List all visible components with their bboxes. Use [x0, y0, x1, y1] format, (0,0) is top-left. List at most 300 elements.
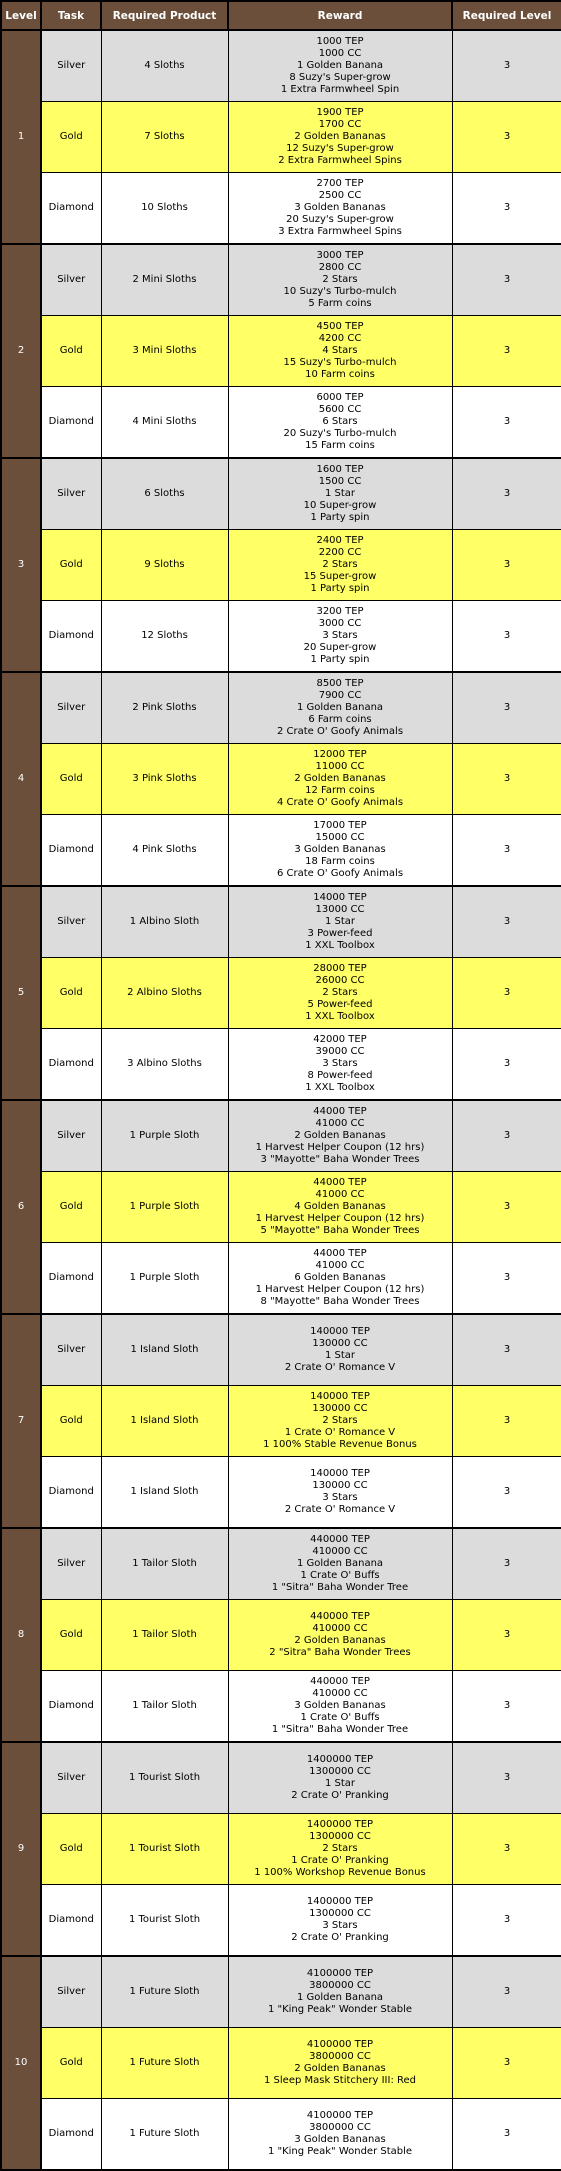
reward-cell	[228, 672, 452, 744]
required-level-cell: 3	[452, 244, 561, 316]
required-level-cell: 3	[452, 30, 561, 102]
reward-line: 3000 CC	[318, 618, 362, 629]
task-cell: Diamond	[41, 601, 101, 673]
task-cell: Silver	[41, 1742, 101, 1814]
reward-line: 1 XXL Toolbox	[305, 1011, 375, 1022]
required-product-cell: 1 Tourist Sloth	[101, 1742, 228, 1814]
reward-line: 4100000 TEP	[306, 1968, 374, 1979]
reward-line: 42000 TEP	[313, 1034, 367, 1045]
reward-cell	[228, 1457, 452, 1529]
required-level-cell: 3	[452, 1314, 561, 1386]
reward-line: 3800000 CC	[309, 2122, 371, 2133]
reward-line: 1 Crate O' Buffs	[300, 1570, 380, 1581]
reward-line: 4100000 TEP	[306, 2039, 374, 2050]
reward-line: 140000 TEP	[310, 1468, 370, 1479]
required-level-cell: 3	[452, 1600, 561, 1671]
required-level-cell: 3	[452, 672, 561, 744]
required-product-cell: 6 Sloths	[101, 458, 228, 530]
required-level-cell: 3	[452, 1457, 561, 1529]
required-level-cell: 3	[452, 1100, 561, 1172]
table-row	[1, 815, 561, 887]
reward-line: 12000 TEP	[313, 749, 367, 760]
level-cell: 7	[1, 1314, 41, 1528]
reward-line: 10 Suzy's Turbo-mulch	[283, 286, 397, 297]
reward-cell	[228, 1885, 452, 1957]
header-level: Level	[1, 1, 41, 30]
required-level-cell: 3	[452, 1029, 561, 1101]
reward-line: 3 Golden Bananas	[294, 202, 386, 213]
required-product-cell: 9 Sloths	[101, 530, 228, 601]
reward-line: 3 Stars	[322, 1058, 358, 1069]
reward-line: 8 Power-feed	[307, 1070, 373, 1081]
required-level-cell: 3	[452, 886, 561, 958]
reward-line: 2 Extra Farmwheel Spins	[278, 155, 402, 166]
level-cell: 9	[1, 1742, 41, 1956]
required-level-cell: 3	[452, 1671, 561, 1743]
required-product-cell: 4 Pink Sloths	[101, 815, 228, 887]
reward-line: 2 Crate O' Romance V	[284, 1504, 396, 1515]
reward-line: 1 Party spin	[310, 512, 370, 523]
required-product-cell: 1 Island Sloth	[101, 1386, 228, 1457]
reward-cell	[228, 601, 452, 673]
reward-line: 3 Golden Bananas	[294, 844, 386, 855]
reward-line: 1300000 CC	[309, 1766, 371, 1777]
task-cell: Diamond	[41, 1671, 101, 1743]
table-row	[1, 886, 561, 958]
reward-line: 3 Golden Bananas	[294, 2134, 386, 2145]
reward-cell	[228, 1386, 452, 1457]
task-cell: Silver	[41, 244, 101, 316]
reward-line: 1 Star	[324, 1778, 356, 1789]
reward-line: 1 Crate O' Romance V	[284, 1427, 396, 1438]
required-product-cell: 1 Purple Sloth	[101, 1172, 228, 1243]
level-cell: 2	[1, 244, 41, 458]
reward-line: 1 XXL Toolbox	[305, 1082, 375, 1093]
required-level-cell: 3	[452, 1528, 561, 1600]
reward-line: 2 Stars	[322, 274, 358, 285]
reward-line: 1500 CC	[318, 476, 362, 487]
required-level-cell: 3	[452, 1885, 561, 1957]
reward-line: 44000 TEP	[313, 1177, 367, 1188]
reward-line: 6 Crate O' Goofy Animals	[276, 868, 404, 879]
task-cell: Silver	[41, 1956, 101, 2028]
reward-line: 4200 CC	[318, 333, 362, 344]
reward-line: 1 100% Workshop Revenue Bonus	[254, 1867, 426, 1878]
table-row	[1, 316, 561, 387]
reward-line: 7900 CC	[318, 690, 362, 701]
required-product-cell: 2 Albino Sloths	[101, 958, 228, 1029]
task-cell: Silver	[41, 30, 101, 102]
reward-line: 2 Crate O' Pranking	[291, 1790, 389, 1801]
required-product-cell: 3 Pink Sloths	[101, 744, 228, 815]
reward-line: 1 Crate O' Buffs	[300, 1712, 380, 1723]
reward-line: 410000 CC	[312, 1546, 368, 1557]
required-product-cell: 1 Island Sloth	[101, 1314, 228, 1386]
required-product-cell: 1 Albino Sloth	[101, 886, 228, 958]
task-cell: Diamond	[41, 1457, 101, 1529]
reward-line: 41000 CC	[315, 1189, 365, 1200]
level-cell: 6	[1, 1100, 41, 1314]
reward-line: 3 Extra Farmwheel Spins	[278, 226, 402, 237]
reward-line: 2 Golden Bananas	[294, 773, 386, 784]
reward-line: 2700 TEP	[316, 178, 364, 189]
reward-line: 1 Golden Banana	[296, 1992, 384, 2003]
reward-cell	[228, 458, 452, 530]
reward-line: 8 Suzy's Super-grow	[289, 72, 391, 83]
required-level-cell: 3	[452, 316, 561, 387]
table-row	[1, 2099, 561, 2171]
required-product-cell: 1 Tailor Sloth	[101, 1671, 228, 1743]
table-row	[1, 1314, 561, 1386]
reward-cell	[228, 1172, 452, 1243]
task-cell: Diamond	[41, 815, 101, 887]
reward-line: 1400000 TEP	[306, 1819, 374, 1830]
reward-cell	[228, 173, 452, 245]
reward-line: 1 Crate O' Pranking	[291, 1855, 389, 1866]
required-level-cell: 3	[452, 2099, 561, 2171]
required-product-cell: 3 Albino Sloths	[101, 1029, 228, 1101]
table-row	[1, 387, 561, 459]
reward-line: 4500 TEP	[316, 321, 364, 332]
reward-line: 2500 CC	[318, 190, 362, 201]
task-cell: Silver	[41, 1100, 101, 1172]
reward-line: 17000 TEP	[313, 820, 367, 831]
reward-line: 130000 CC	[312, 1338, 368, 1349]
reward-line: 3000 TEP	[316, 250, 364, 261]
reward-line: 440000 TEP	[310, 1611, 370, 1622]
level-cell: 4	[1, 672, 41, 886]
required-product-cell: 10 Sloths	[101, 173, 228, 245]
reward-line: 1 Party spin	[310, 583, 370, 594]
header-task: Task	[41, 1, 101, 30]
reward-line: 8 "Mayotte" Baha Wonder Trees	[260, 1296, 420, 1307]
reward-line: 1700 CC	[318, 119, 362, 130]
table-row	[1, 958, 561, 1029]
reward-line: 1 100% Stable Revenue Bonus	[263, 1439, 417, 1450]
table-row	[1, 744, 561, 815]
reward-line: 5 Farm coins	[308, 298, 372, 309]
required-level-cell: 3	[452, 601, 561, 673]
required-product-cell: 1 Tailor Sloth	[101, 1528, 228, 1600]
required-level-cell: 3	[452, 530, 561, 601]
reward-line: 3 Golden Bananas	[294, 1700, 386, 1711]
reward-line: 1900 TEP	[316, 107, 364, 118]
task-cell: Diamond	[41, 1029, 101, 1101]
reward-line: 1300000 CC	[309, 1831, 371, 1842]
table-row	[1, 601, 561, 673]
reward-line: 130000 CC	[312, 1480, 368, 1491]
task-cell: Diamond	[41, 1243, 101, 1315]
required-product-cell: 1 Purple Sloth	[101, 1100, 228, 1172]
reward-line: 18 Farm coins	[305, 856, 375, 867]
reward-line: 4 Golden Bananas	[294, 1201, 386, 1212]
task-cell: Silver	[41, 672, 101, 744]
required-level-cell: 3	[452, 1956, 561, 2028]
reward-line: 2 "Sitra" Baha Wonder Trees	[269, 1647, 411, 1658]
reward-line: 44000 TEP	[313, 1248, 367, 1259]
reward-line: 1400000 TEP	[306, 1896, 374, 1907]
level-cell: 10	[1, 1956, 41, 2170]
reward-line: 2 Stars	[322, 987, 358, 998]
reward-line: 2 Golden Bananas	[294, 131, 386, 142]
reward-cell	[228, 815, 452, 887]
task-cell: Gold	[41, 316, 101, 387]
reward-line: 13000 CC	[315, 904, 365, 915]
reward-cell	[228, 1956, 452, 2028]
required-level-cell: 3	[452, 458, 561, 530]
reward-line: 3200 TEP	[316, 606, 364, 617]
required-level-cell: 3	[452, 1814, 561, 1885]
required-product-cell: 7 Sloths	[101, 102, 228, 173]
task-cell: Gold	[41, 958, 101, 1029]
reward-line: 1 "King Peak" Wonder Stable	[267, 2004, 413, 2015]
required-level-cell: 3	[452, 1386, 561, 1457]
task-cell: Gold	[41, 1386, 101, 1457]
reward-line: 140000 TEP	[310, 1391, 370, 1402]
required-level-cell: 3	[452, 2028, 561, 2099]
table-row	[1, 1956, 561, 2028]
required-product-cell: 3 Mini Sloths	[101, 316, 228, 387]
reward-line: 2 Golden Bananas	[294, 1130, 386, 1141]
required-product-cell: 1 Tailor Sloth	[101, 1600, 228, 1671]
required-product-cell: 1 Future Sloth	[101, 1956, 228, 2028]
reward-line: 410000 CC	[312, 1688, 368, 1699]
reward-line: 3800000 CC	[309, 1980, 371, 1991]
reward-line: 3 Stars	[322, 630, 358, 641]
table-row	[1, 1457, 561, 1529]
reward-cell	[228, 387, 452, 459]
table-row	[1, 1029, 561, 1101]
reward-line: 1 "Sitra" Baha Wonder Tree	[271, 1582, 409, 1593]
reward-line: 1 Golden Banana	[296, 1558, 384, 1569]
reward-line: 440000 TEP	[310, 1676, 370, 1687]
reward-line: 2 Stars	[322, 1843, 358, 1854]
reward-line: 2400 TEP	[316, 535, 364, 546]
table-row	[1, 530, 561, 601]
table-row	[1, 1100, 561, 1172]
reward-line: 4 Crate O' Goofy Animals	[276, 797, 404, 808]
required-product-cell: 1 Future Sloth	[101, 2028, 228, 2099]
task-cell: Gold	[41, 102, 101, 173]
reward-line: 11000 CC	[315, 761, 365, 772]
required-product-cell: 2 Mini Sloths	[101, 244, 228, 316]
reward-line: 2 Golden Bananas	[294, 1635, 386, 1646]
reward-line: 15 Farm coins	[305, 440, 375, 451]
required-level-cell: 3	[452, 102, 561, 173]
table-row	[1, 1742, 561, 1814]
table-row	[1, 458, 561, 530]
required-level-cell: 3	[452, 1742, 561, 1814]
reward-line: 3 Stars	[322, 1492, 358, 1503]
reward-cell	[228, 1100, 452, 1172]
reward-line: 1 Golden Banana	[296, 702, 384, 713]
header-required-level: Required Level	[452, 1, 561, 30]
reward-line: 1 Star	[324, 916, 356, 927]
reward-cell	[228, 1029, 452, 1101]
reward-line: 3 "Mayotte" Baha Wonder Trees	[260, 1154, 420, 1165]
reward-line: 1 Harvest Helper Coupon (12 hrs)	[255, 1284, 425, 1295]
reward-line: 6000 TEP	[316, 392, 364, 403]
table-row	[1, 1172, 561, 1243]
table-row	[1, 1528, 561, 1600]
table-row	[1, 102, 561, 173]
required-level-cell: 3	[452, 1243, 561, 1315]
task-cell: Gold	[41, 1172, 101, 1243]
reward-line: 1300000 CC	[309, 1908, 371, 1919]
reward-line: 4100000 TEP	[306, 2110, 374, 2121]
required-product-cell: 12 Sloths	[101, 601, 228, 673]
reward-cell	[228, 2028, 452, 2099]
task-cell: Gold	[41, 744, 101, 815]
reward-line: 1600 TEP	[316, 464, 364, 475]
task-cell: Gold	[41, 530, 101, 601]
reward-cell	[228, 958, 452, 1029]
reward-line: 10 Super-grow	[303, 500, 377, 511]
task-cell: Diamond	[41, 173, 101, 245]
table-row	[1, 672, 561, 744]
table-row	[1, 1885, 561, 1957]
required-product-cell: 1 Tourist Sloth	[101, 1814, 228, 1885]
task-cell: Diamond	[41, 387, 101, 459]
reward-cell	[228, 744, 452, 815]
reward-line: 1 Harvest Helper Coupon (12 hrs)	[255, 1213, 425, 1224]
reward-line: 2 Golden Bananas	[294, 2063, 386, 2074]
task-cell: Gold	[41, 1600, 101, 1671]
reward-cell	[228, 530, 452, 601]
reward-line: 5 "Mayotte" Baha Wonder Trees	[260, 1225, 420, 1236]
reward-line: 41000 CC	[315, 1118, 365, 1129]
reward-cell	[228, 1814, 452, 1885]
reward-line: 1400000 TEP	[306, 1754, 374, 1765]
reward-line: 1 Sleep Mask Stitchery III: Red	[264, 2075, 416, 2086]
required-product-cell: 4 Sloths	[101, 30, 228, 102]
reward-line: 10 Farm coins	[305, 369, 375, 380]
reward-line: 44000 TEP	[313, 1106, 367, 1117]
required-product-cell: 1 Island Sloth	[101, 1457, 228, 1529]
reward-line: 15 Suzy's Turbo-mulch	[283, 357, 397, 368]
reward-line: 1 "King Peak" Wonder Stable	[267, 2146, 413, 2157]
reward-line: 4 Stars	[322, 345, 358, 356]
reward-cell	[228, 886, 452, 958]
reward-line: 8500 TEP	[316, 678, 364, 689]
reward-line: 1000 CC	[318, 48, 362, 59]
reward-line: 410000 CC	[312, 1623, 368, 1634]
required-level-cell: 3	[452, 744, 561, 815]
required-product-cell: 1 Future Sloth	[101, 2099, 228, 2171]
task-cell: Silver	[41, 1314, 101, 1386]
task-cell: Silver	[41, 886, 101, 958]
level-cell: 3	[1, 458, 41, 672]
reward-line: 2 Stars	[322, 1415, 358, 1426]
reward-line: 6 Golden Bananas	[294, 1272, 386, 1283]
reward-line: 3 Power-feed	[307, 928, 373, 939]
reward-line: 14000 TEP	[313, 892, 367, 903]
reward-line: 1 Star	[324, 488, 356, 499]
reward-line: 1 Harvest Helper Coupon (12 hrs)	[255, 1142, 425, 1153]
table-row	[1, 30, 561, 102]
reward-line: 1 Party spin	[310, 654, 370, 665]
reward-line: 26000 CC	[315, 975, 365, 986]
reward-line: 1 Extra Farmwheel Spin	[280, 84, 400, 95]
required-level-cell: 3	[452, 1172, 561, 1243]
reward-line: 15000 CC	[315, 832, 365, 843]
reward-line: 28000 TEP	[313, 963, 367, 974]
reward-line: 2800 CC	[318, 262, 362, 273]
required-product-cell: 4 Mini Sloths	[101, 387, 228, 459]
reward-line: 2 Crate O' Romance V	[284, 1362, 396, 1373]
reward-line: 3800000 CC	[309, 2051, 371, 2062]
reward-cell	[228, 30, 452, 102]
reward-line: 130000 CC	[312, 1403, 368, 1414]
required-level-cell: 3	[452, 387, 561, 459]
reward-line: 41000 CC	[315, 1260, 365, 1271]
table-row	[1, 1814, 561, 1885]
table-row	[1, 1600, 561, 1671]
table-row	[1, 244, 561, 316]
reward-cell	[228, 316, 452, 387]
reward-cell	[228, 1243, 452, 1315]
required-product-cell: 2 Pink Sloths	[101, 672, 228, 744]
reward-cell	[228, 244, 452, 316]
reward-line: 2200 CC	[318, 547, 362, 558]
table-row	[1, 1243, 561, 1315]
task-cell: Silver	[41, 1528, 101, 1600]
task-cell: Silver	[41, 458, 101, 530]
level-cell: 5	[1, 886, 41, 1100]
table-row	[1, 2028, 561, 2099]
reward-line: 39000 CC	[315, 1046, 365, 1057]
reward-line: 1 Golden Banana	[296, 60, 384, 71]
reward-line: 20 Suzy's Super-grow	[286, 214, 394, 225]
header-reward: Reward	[228, 1, 452, 30]
reward-line: 5 Power-feed	[307, 999, 373, 1010]
task-cell: Gold	[41, 2028, 101, 2099]
required-product-cell: 1 Purple Sloth	[101, 1243, 228, 1315]
reward-line: 440000 TEP	[310, 1534, 370, 1545]
reward-line: 2 Stars	[322, 559, 358, 570]
reward-line: 2 Crate O' Pranking	[291, 1932, 389, 1943]
header-required-product: Required Product	[101, 1, 228, 30]
required-level-cell: 3	[452, 173, 561, 245]
reward-line: 12 Suzy's Super-grow	[286, 143, 394, 154]
required-level-cell: 3	[452, 958, 561, 1029]
reward-line: 1 XXL Toolbox	[305, 940, 375, 951]
table-row	[1, 1671, 561, 1743]
reward-cell	[228, 1314, 452, 1386]
required-level-cell: 3	[452, 815, 561, 887]
table-row	[1, 1386, 561, 1457]
reward-line: 15 Super-grow	[303, 571, 377, 582]
task-cell: Diamond	[41, 2099, 101, 2171]
reward-cell	[228, 1528, 452, 1600]
header-row	[1, 1, 561, 30]
reward-line: 2 Crate O' Goofy Animals	[276, 726, 404, 737]
table-body	[1, 30, 561, 2170]
reward-cell	[228, 1742, 452, 1814]
reward-line: 140000 TEP	[310, 1326, 370, 1337]
task-cell: Diamond	[41, 1885, 101, 1957]
reward-cell	[228, 1600, 452, 1671]
reward-line: 3 Stars	[322, 1920, 358, 1931]
reward-line: 20 Super-grow	[303, 642, 377, 653]
level-cell: 1	[1, 30, 41, 244]
level-cell: 8	[1, 1528, 41, 1742]
reward-line: 6 Stars	[322, 416, 358, 427]
reward-line: 1 "Sitra" Baha Wonder Tree	[271, 1724, 409, 1735]
reward-cell	[228, 2099, 452, 2171]
reward-line: 12 Farm coins	[305, 785, 375, 796]
task-cell: Gold	[41, 1814, 101, 1885]
